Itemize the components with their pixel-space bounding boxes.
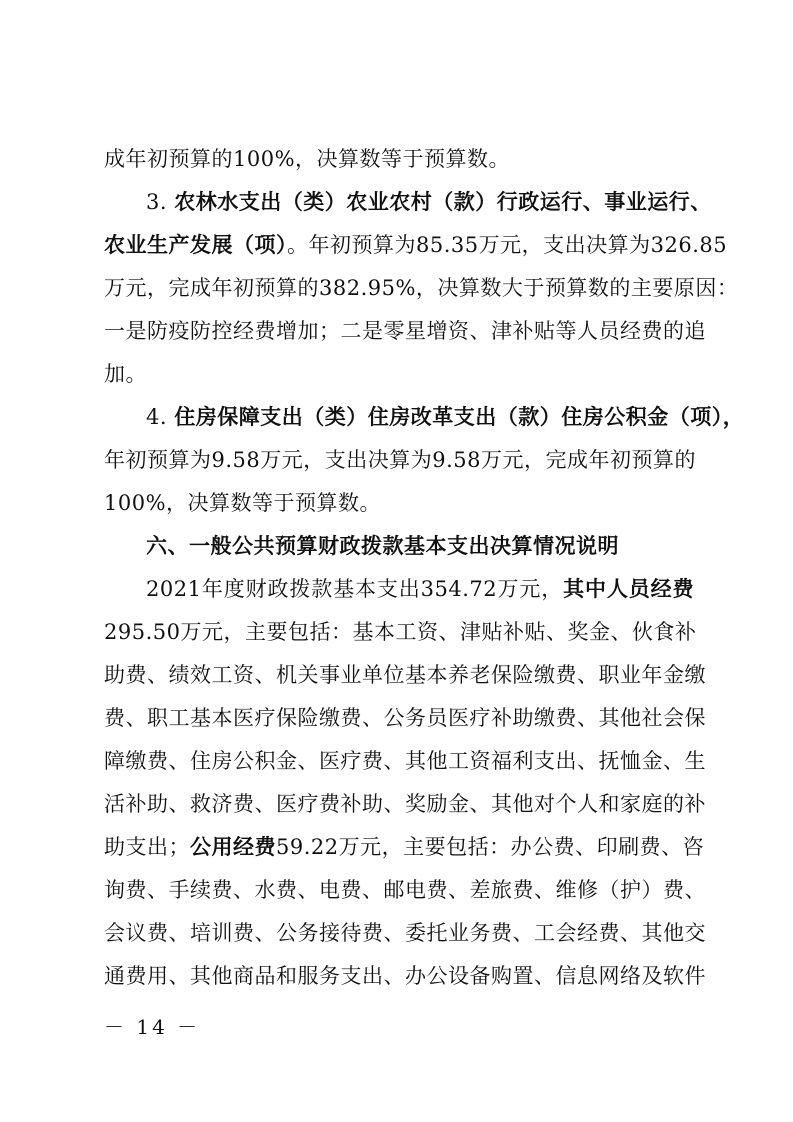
text-line — [146, 397, 745, 437]
text-run: 障缴费、住房公积金、医疗费、其他工资福利支出、抚恤金、生 — [104, 749, 706, 773]
text-line — [104, 698, 706, 738]
text-run: 年初预算为9.58万元，支出决算为9.58万元，完成年初预算的 — [104, 448, 697, 472]
text-line — [104, 956, 706, 996]
text-run: 询费、手续费、水费、电费、邮电费、差旅费、维修（护）费、 — [104, 878, 706, 902]
text-run: 加。 — [104, 362, 147, 386]
text-run: 一是防疫防控经费增加；二是零星增资、津补贴等人员经费的追 — [104, 319, 706, 343]
text-run: 100%，决算数等于预算数。 — [104, 491, 382, 515]
text-line — [104, 139, 694, 179]
page-number: － 14 － — [104, 1015, 201, 1039]
text-line — [104, 311, 706, 351]
text-run: 会议费、培训费、公务接待费、委托业务费、工会经费、其他交 — [104, 921, 706, 945]
bold-heading: 农业生产发展（项） — [104, 232, 287, 257]
text-run: 费、职工基本医疗保险缴费、公务员医疗补助缴费、其他社会保 — [104, 706, 706, 730]
text-line — [104, 870, 706, 910]
text-run: 2021年度财政拨款基本支出354.72万元， — [146, 577, 564, 601]
text-run: 助费、绩效工资、机关事业单位基本养老保险缴费、职业年金缴 — [104, 663, 706, 687]
text-run: 活补助、救济费、医疗费补助、奖励金、其他对个人和家庭的补 — [104, 792, 706, 816]
section-heading-text: 六、一般公共预算财政拨款基本支出决算情况说明 — [146, 534, 619, 558]
text-run: 助支出； — [104, 835, 190, 859]
text-line — [104, 268, 739, 308]
text-line — [104, 784, 706, 824]
text-line — [146, 569, 694, 609]
list-number: 4. — [146, 405, 168, 429]
text-line — [104, 655, 706, 695]
text-line — [104, 440, 697, 480]
text-line — [104, 225, 728, 265]
bold-heading: 农林水支出（类）农业农村（款）行政运行、事业运行、 — [174, 189, 712, 214]
list-number: 3. — [146, 190, 168, 214]
text-line — [146, 182, 712, 222]
text-line — [104, 913, 706, 953]
text-line — [104, 827, 705, 867]
bold-heading: 住房保障支出（类）住房改革支出（款）住房公积金（项）， — [174, 404, 745, 429]
text-line — [104, 483, 694, 523]
text-line — [104, 741, 706, 781]
text-run: 295.50万元，主要包括：基本工资、津贴补贴、奖金、伙食补 — [104, 620, 697, 644]
text-run: 。年初预算为85.35万元，支出决算为326.85 — [287, 233, 728, 257]
text-run: 万元，完成年初预算的382.95%，决算数大于预算数的主要原因： — [104, 276, 739, 300]
text-run: 59.22万元，主要包括：办公费、印刷费、咨 — [276, 835, 705, 859]
section-heading — [146, 526, 694, 566]
bold-label: 公用经费 — [190, 834, 276, 859]
text-run: 通费用、其他商品和服务支出、办公设备购置、信息网络及软件 — [104, 964, 706, 988]
text-run: 成年初预算的100%，决算数等于预算数。 — [104, 147, 511, 171]
text-line — [104, 612, 697, 652]
text-line — [104, 354, 694, 394]
bold-label: 其中人员经费 — [563, 576, 695, 601]
